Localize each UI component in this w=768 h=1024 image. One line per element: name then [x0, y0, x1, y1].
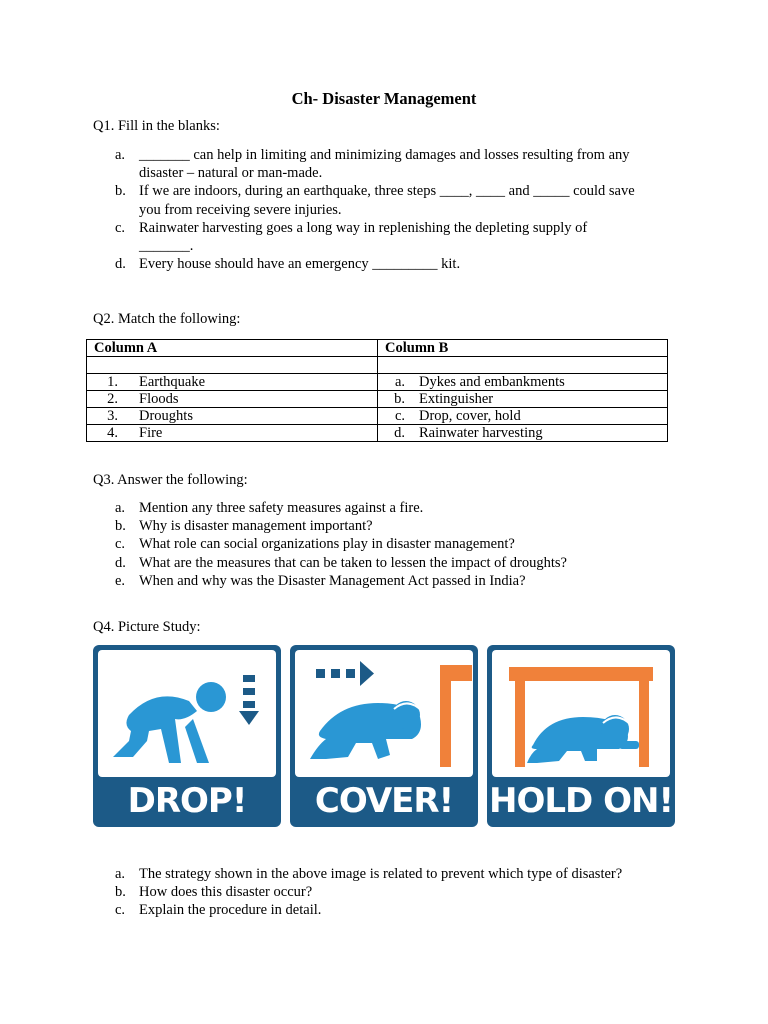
hold-on-panel — [487, 645, 675, 827]
hold-on-figure-icon — [487, 645, 675, 777]
table-row: 4. Fire d. Rainwater harvesting — [87, 425, 668, 442]
page-title: Ch- Disaster Management — [291, 89, 477, 108]
list-item: d. What are the measures that can be taken to lessen the impact of droughts? — [115, 554, 567, 571]
drop-panel — [93, 645, 281, 827]
list-item: d. Every house should have an emergency _________ kit. — [115, 256, 461, 273]
q3-heading: Q3. Answer the following: — [93, 472, 248, 488]
table-header-row — [87, 340, 668, 357]
drop-label: DROP! — [127, 781, 247, 821]
drop-figure-icon — [93, 645, 281, 777]
q3-list — [0, 499, 669, 590]
list-item: b. Why is disaster management important? — [115, 518, 373, 535]
column-a-header: Column A — [87, 340, 378, 357]
list-item: a. Mention any three safety measures against a fire. — [115, 500, 424, 516]
cover-figure-icon — [290, 645, 478, 777]
q1-heading: Q1. Fill in the blanks: — [93, 118, 220, 134]
list-item: c. Explain the procedure in detail. — [115, 902, 322, 919]
table-row: 1. Earthquake a. Dykes and embankments — [87, 374, 668, 391]
q4-heading: Q4. Picture Study: — [93, 619, 201, 635]
q1-list — [0, 146, 669, 273]
column-b-header: Column B — [378, 340, 668, 357]
list-item: b. How does this disaster occur? — [115, 884, 313, 901]
list-item: c. What role can social organizations play in disaster management? — [115, 536, 515, 553]
drop-cover-hold-illustration — [93, 645, 676, 827]
q2-heading: Q2. Match the following: — [93, 311, 241, 327]
list-item: a. _______ can help in limiting and minimizing damages and losses resulting from any disaster – natural or man-made. — [115, 147, 630, 182]
match-table — [86, 339, 668, 442]
hold-on-label: HOLD ON! — [489, 781, 673, 821]
table-row: 2. Floods b. Extinguisher — [87, 391, 668, 408]
list-item: e. When and why was the Disaster Management Act passed in India? — [115, 572, 526, 589]
list-item: c. Rainwater harvesting goes a long way in replenishing the depleting supply of _______. — [115, 219, 588, 255]
table-row: 3. Droughts c. Drop, cover, hold — [87, 408, 668, 425]
table-row — [87, 357, 668, 374]
list-item: b. If we are indoors, during an earthquake, three steps ____, ____ and _____ could save you from receiving severe injuries. — [115, 183, 635, 218]
cover-label: COVER! — [314, 781, 454, 821]
cover-panel — [290, 645, 478, 827]
list-item: a. The strategy shown in the above image is related to prevent which type of disaster? — [115, 866, 623, 882]
q4-list — [0, 865, 669, 920]
